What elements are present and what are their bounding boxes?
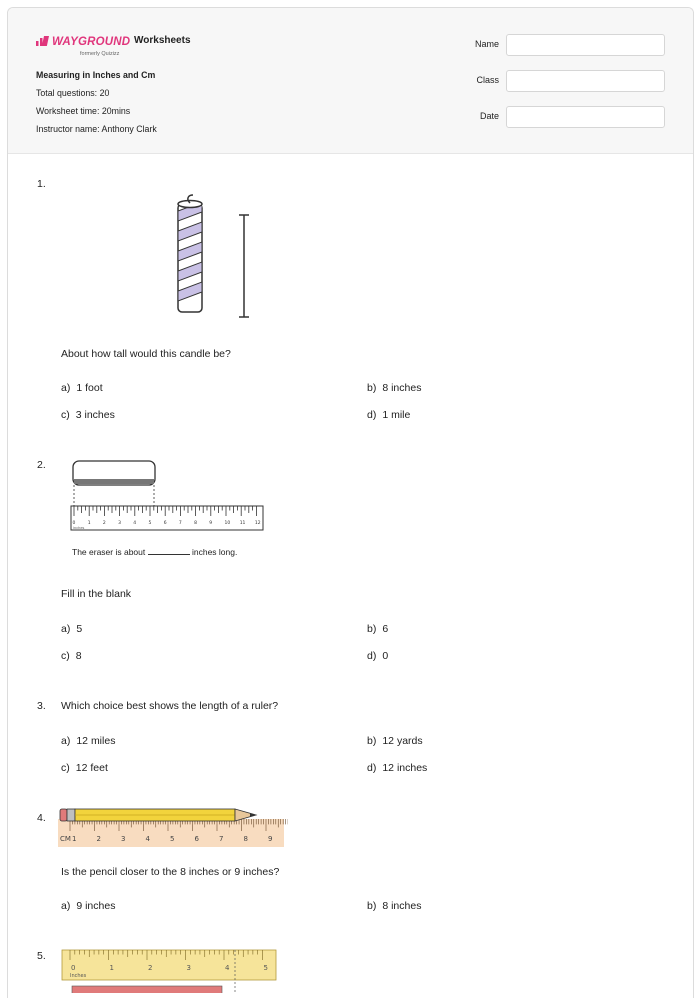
question-3-number: 3.: [37, 700, 46, 712]
question-1-text: About how tall would this candle be?: [61, 348, 231, 360]
worksheet-time: Worksheet time: 20mins: [36, 106, 131, 116]
option-3d[interactable]: d) 12 inches: [367, 762, 428, 774]
ruler-2-label: 10: [224, 521, 231, 526]
option-3b[interactable]: b) 12 yards: [367, 735, 423, 747]
ruler-4-label: 7: [219, 835, 224, 843]
ruler-4-label: 3: [121, 835, 126, 843]
caption-blank: [148, 554, 190, 555]
option-1a[interactable]: a) 1 foot: [61, 382, 103, 394]
question-4-number: 4.: [37, 812, 46, 824]
option-2a[interactable]: a) 5: [61, 623, 83, 635]
question-2-text: Fill in the blank: [61, 588, 132, 600]
option-4a[interactable]: a) 9 inches: [61, 900, 116, 912]
option-2d[interactable]: d) 0: [367, 650, 389, 662]
worksheet-header: [8, 8, 693, 154]
option-3c[interactable]: c) 12 feet: [61, 762, 108, 774]
question-2-number: 2.: [37, 459, 46, 471]
candle-image: [168, 193, 258, 318]
ruler-2-unit: inches: [73, 526, 85, 530]
ruler-2-label: 5: [148, 521, 152, 526]
ruler-2-label: 8: [194, 521, 197, 526]
option-4b[interactable]: b) 8 inches: [367, 900, 422, 912]
ruler-2-label: 2: [102, 521, 106, 526]
ruler-2-label: 7: [178, 521, 182, 526]
ruler-5-unit: Inches: [70, 973, 87, 979]
ruler-5-image: [60, 948, 285, 993]
ruler-4-unit: CM: [60, 835, 71, 843]
ruler-5-label: 5: [263, 964, 268, 972]
question-3-text: Which choice best shows the length of a ruler?: [61, 700, 279, 712]
ruler-2-label: 12: [254, 521, 261, 526]
question-4-text: Is the pencil closer to the 8 inches or 9 inches?: [61, 866, 280, 878]
ruler-5-label: 3: [186, 964, 191, 972]
ruler-4-label: 4: [145, 835, 150, 843]
option-1b[interactable]: b) 8 inches: [367, 382, 422, 394]
ruler-4-label: 8: [243, 835, 248, 843]
brand-subtitle: formerly Quizizz: [80, 51, 120, 57]
pencil-ruler-image: [58, 805, 288, 849]
ruler-4-label: 6: [194, 835, 199, 843]
brand-name: WAYGROUND: [52, 36, 131, 48]
name-label: Name: [474, 39, 499, 49]
worksheet: [7, 7, 694, 998]
worksheet-title: Measuring in Inches and Cm: [36, 70, 156, 80]
wayground-logo: [36, 32, 131, 57]
ruler-4-label: 9: [268, 835, 273, 843]
ruler-5-label: 0: [71, 964, 76, 972]
option-3a[interactable]: a) 12 miles: [61, 735, 116, 747]
ruler-2-label: 3: [118, 521, 121, 526]
ruler-2-label: 6: [163, 521, 167, 526]
logo-bars-icon: [36, 36, 50, 46]
ruler-2-label: 4: [133, 521, 137, 526]
ruler-2-label: 1: [87, 521, 91, 526]
option-2c[interactable]: c) 8: [61, 650, 82, 662]
ruler-4-label: 2: [96, 835, 101, 843]
date-label: Date: [479, 111, 499, 121]
ruler-2-label: 0: [72, 521, 76, 526]
eraser-caption: The eraser is about inches long.: [72, 547, 238, 557]
ruler-5-label: 1: [109, 964, 114, 972]
date-field[interactable]: [506, 106, 665, 128]
product-label: Worksheets: [134, 35, 191, 46]
question-5-number: 5.: [37, 950, 46, 962]
question-1-number: 1.: [37, 178, 46, 190]
worksheet-meta: [36, 66, 157, 138]
name-field[interactable]: [506, 34, 665, 56]
instructor-name: Instructor name: Anthony Clark: [36, 124, 157, 134]
option-1d[interactable]: d) 1 mile: [367, 409, 411, 421]
eraser-ruler-image: [68, 458, 268, 533]
class-field[interactable]: [506, 70, 665, 92]
ruler-2-label: 11: [239, 521, 246, 526]
option-2b[interactable]: b) 6: [367, 623, 389, 635]
ruler-5-label: 2: [148, 964, 153, 972]
ruler-5-label: 4: [225, 964, 230, 972]
class-label: Class: [476, 75, 499, 85]
ruler-4-label: 5: [170, 835, 175, 843]
ruler-4-label: 1: [72, 835, 77, 843]
option-1c[interactable]: c) 3 inches: [61, 409, 115, 421]
total-questions: Total questions: 20: [36, 88, 110, 98]
ruler-2-label: 9: [209, 521, 213, 526]
